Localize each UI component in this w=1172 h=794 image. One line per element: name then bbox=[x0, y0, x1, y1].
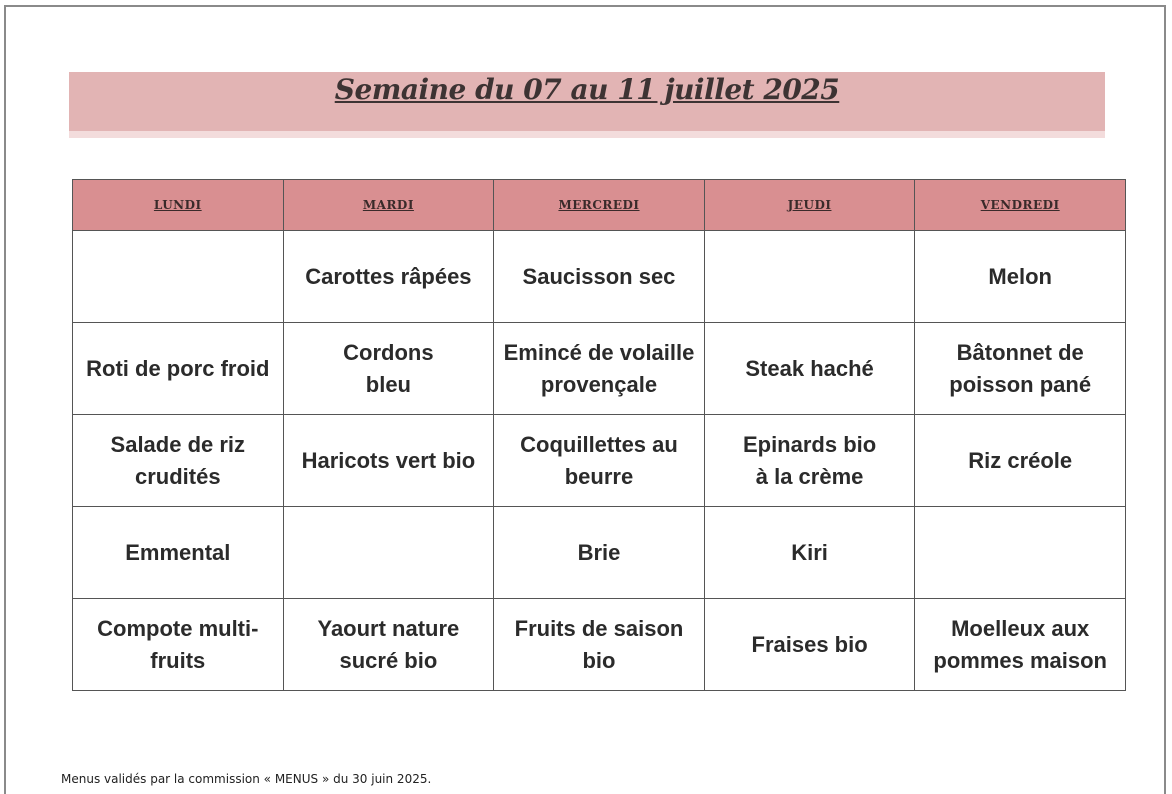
menu-cell: Coquillettes au beurre bbox=[494, 415, 705, 507]
menu-cell: Brie bbox=[494, 507, 705, 599]
menu-cell bbox=[704, 231, 915, 323]
day-header-wednesday: MERCREDI bbox=[494, 180, 705, 231]
menu-cell bbox=[915, 507, 1126, 599]
menu-cell: Fraises bio bbox=[704, 599, 915, 691]
menu-table bbox=[72, 179, 1126, 691]
menu-cell: Kiri bbox=[704, 507, 915, 599]
menu-cell: Epinards bio à la crème bbox=[704, 415, 915, 507]
title-band-shadow bbox=[69, 131, 1105, 138]
day-header-thursday: JEUDI bbox=[704, 180, 915, 231]
menu-cell: Riz créole bbox=[915, 415, 1126, 507]
menu-row-cheese bbox=[73, 507, 1126, 599]
day-header-tuesday: MARDI bbox=[283, 180, 494, 231]
menu-cell: Cordons bleu bbox=[283, 323, 494, 415]
menu-row-dessert bbox=[73, 599, 1126, 691]
menu-cell: Haricots vert bio bbox=[283, 415, 494, 507]
menu-row-starter bbox=[73, 231, 1126, 323]
day-header-monday: LUNDI bbox=[73, 180, 284, 231]
menu-cell: Saucisson sec bbox=[494, 231, 705, 323]
menu-cell: Moelleux aux pommes maison bbox=[915, 599, 1126, 691]
menu-cell: Steak haché bbox=[704, 323, 915, 415]
menu-cell: Melon bbox=[915, 231, 1126, 323]
menu-row-side bbox=[73, 415, 1126, 507]
menu-cell: Yaourt nature sucré bio bbox=[283, 599, 494, 691]
menu-cell: Carottes râpées bbox=[283, 231, 494, 323]
validation-note: Menus validés par la commission « MENUS » du 30 juin 2025. bbox=[61, 772, 432, 786]
menu-cell bbox=[73, 231, 284, 323]
menu-cell: Bâtonnet de poisson pané bbox=[915, 323, 1126, 415]
menu-cell: Roti de porc froid bbox=[73, 323, 284, 415]
menu-cell: Compote multi- fruits bbox=[73, 599, 284, 691]
day-header-friday: VENDREDI bbox=[915, 180, 1126, 231]
menu-cell: Emincé de volaille provençale bbox=[494, 323, 705, 415]
page-title: Semaine du 07 au 11 juillet 2025 bbox=[334, 73, 840, 106]
menu-cell: Salade de riz crudités bbox=[73, 415, 284, 507]
menu-cell: Fruits de saison bio bbox=[494, 599, 705, 691]
menu-header-row bbox=[73, 180, 1126, 231]
menu-row-main bbox=[73, 323, 1126, 415]
menu-cell bbox=[283, 507, 494, 599]
menu-cell: Emmental bbox=[73, 507, 284, 599]
